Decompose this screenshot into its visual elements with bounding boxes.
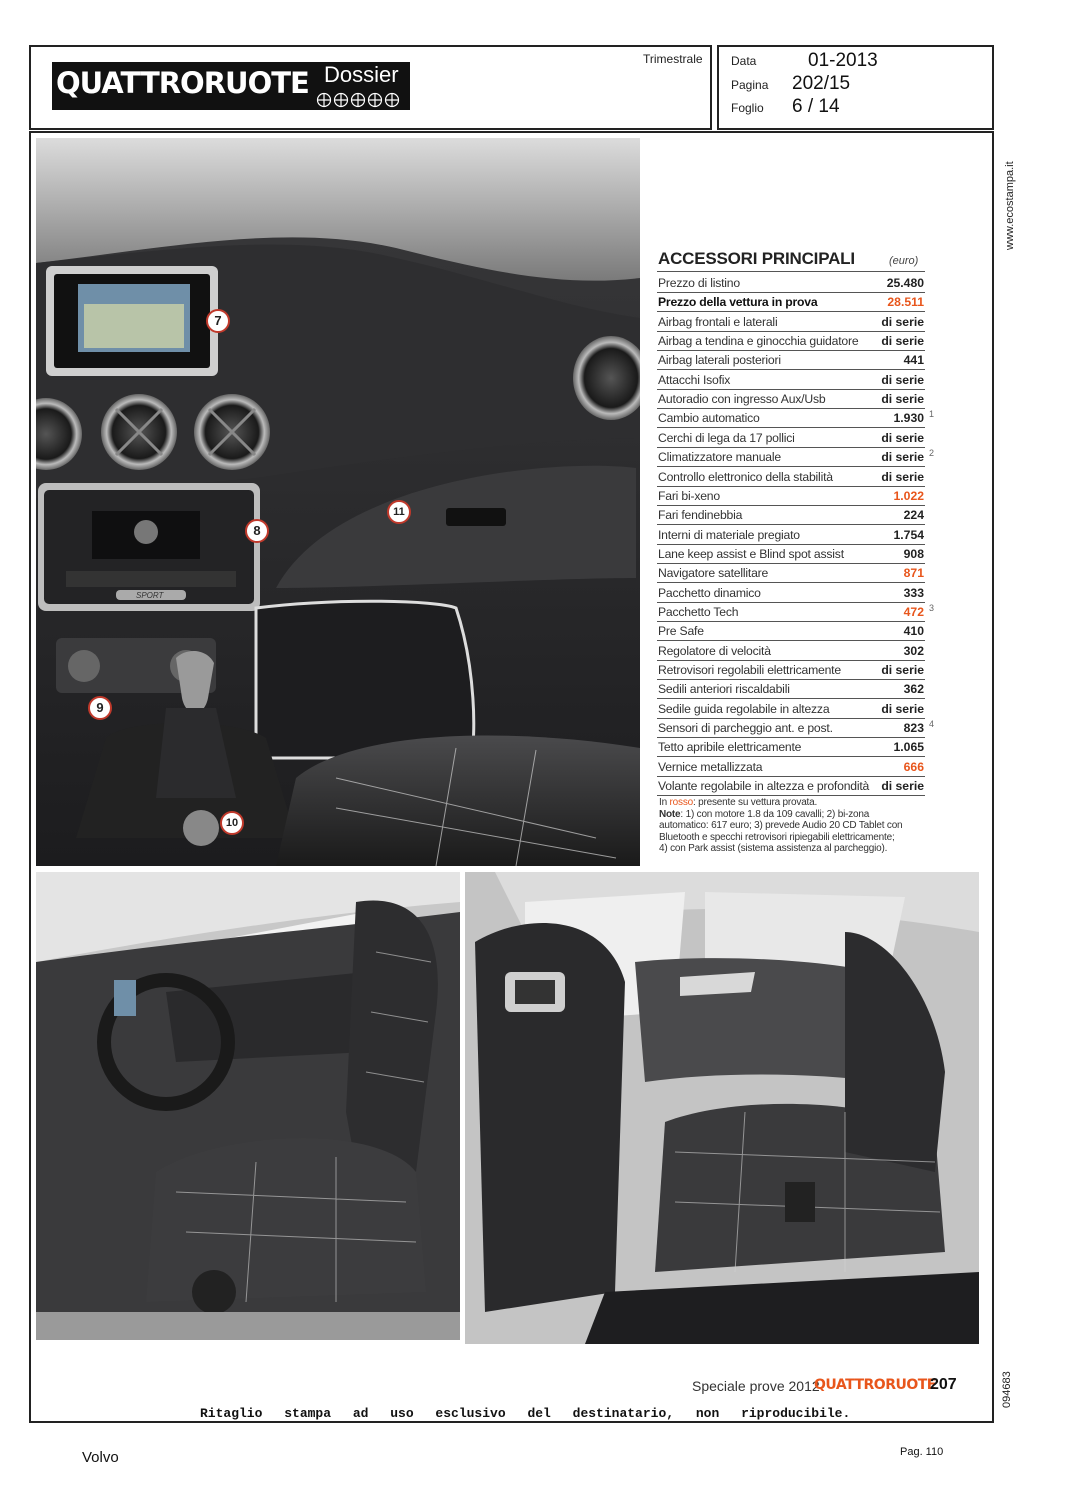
accessory-label: Airbag frontali e laterali	[658, 314, 778, 329]
accessory-price: 871	[903, 566, 924, 581]
accessory-row	[657, 370, 925, 390]
footer-left: Volvo	[82, 1449, 119, 1466]
notes-line-4: 4) con Park assist (sistema assistenza al parcheggio).	[659, 843, 888, 854]
side-code: 094683	[1001, 1371, 1013, 1408]
legend-rest: : presente su vettura provata.	[693, 797, 818, 808]
footer-rule	[29, 1421, 994, 1423]
accessory-row	[657, 544, 925, 564]
accessory-label: Autoradio con ingresso Aux/Usb	[658, 392, 826, 407]
accessory-price: 666	[903, 759, 924, 774]
accessory-price: di serie	[881, 469, 924, 484]
accessory-footnote-ref: 2	[929, 448, 935, 459]
accessory-row	[657, 447, 935, 467]
sport-badge: SPORT	[136, 591, 164, 600]
accessory-row	[657, 312, 925, 332]
pagina-label: Pagina	[731, 78, 769, 92]
accessory-price: 908	[903, 546, 924, 561]
accessory-footnote-ref: 3	[929, 602, 935, 613]
accessory-price: 823	[903, 721, 924, 736]
rear-seats-photo	[465, 872, 979, 1344]
accessory-price: 28.511	[887, 295, 924, 310]
accessory-label: Cambio automatico	[658, 411, 760, 426]
accessory-label: Prezzo di listino	[658, 276, 740, 290]
accessory-label: Prezzo della vettura in prova	[658, 295, 818, 310]
wheels-icon	[314, 92, 404, 108]
accessory-label: Navigatore satellitare	[658, 566, 769, 581]
accessory-row	[657, 737, 925, 757]
accessory-label: Volante regolabile in altezza e profondità	[658, 779, 870, 794]
side-url: www.ecostampa.it	[1004, 161, 1016, 250]
accessory-price: 1.065	[893, 740, 924, 755]
marker-9: 9	[88, 696, 112, 720]
accessory-row	[657, 602, 935, 622]
accessories-title: ACCESSORI PRINCIPALI	[658, 249, 855, 268]
front-seats-photo	[36, 872, 460, 1340]
marker-10: 10	[220, 811, 244, 835]
accessory-price: di serie	[881, 314, 924, 329]
accessory-price: 441	[903, 353, 924, 368]
accessory-price: 224	[903, 508, 924, 523]
accessory-row	[657, 718, 935, 738]
accessory-label: Vernice metallizzata	[658, 759, 763, 774]
accessory-price: di serie	[881, 450, 924, 465]
legend-line	[659, 797, 935, 809]
accessory-row	[657, 505, 925, 525]
accessory-label: Tetto apribile elettricamente	[658, 740, 802, 755]
accessory-price: 1.022	[893, 488, 924, 503]
foglio-value: 6 / 14	[792, 96, 840, 117]
accessory-row	[657, 389, 925, 409]
accessory-price: di serie	[881, 334, 924, 349]
accessory-price: di serie	[881, 392, 924, 407]
accessory-label: Airbag a tendina e ginocchia guidatore	[658, 334, 859, 349]
accessory-row	[657, 776, 925, 796]
accessory-row	[657, 428, 925, 448]
accessory-price: di serie	[881, 663, 924, 677]
notes-text-1: : 1) con motore 1.8 da 109 cavalli; 2) bi-zona	[680, 808, 870, 820]
marker-7: 7	[206, 309, 230, 333]
accessory-label: Sedili anteriori riscaldabili	[658, 682, 790, 697]
accessories-unit: (euro)	[889, 255, 919, 267]
accessory-row	[657, 486, 925, 506]
notes-line-3: Bluetooth e specchi retrovisori ripiegabili elettricamente;	[659, 831, 895, 843]
accessories-notes	[659, 797, 935, 855]
accessory-price: 333	[903, 585, 924, 600]
data-label: Data	[731, 54, 757, 68]
accessories-title-rule	[657, 271, 925, 272]
accessory-price: di serie	[881, 372, 924, 387]
marker-11: 11	[387, 500, 411, 524]
accessory-footnote-ref: 1	[929, 409, 935, 420]
accessory-label: Climatizzatore manuale	[658, 450, 781, 465]
accessory-price: 302	[903, 643, 924, 658]
rear-seats-illustration	[465, 872, 979, 1344]
notes-line-1	[659, 809, 935, 821]
accessory-row	[657, 467, 925, 487]
dashboard-photo	[36, 138, 640, 866]
accessory-label: Regolatore di velocità	[658, 643, 771, 658]
accessory-label: Lane keep assist e Blind spot assist	[658, 546, 844, 561]
accessory-price: 362	[903, 682, 924, 697]
accessory-label: Fari bi-xeno	[658, 488, 720, 503]
legend-red-word: rosso	[669, 797, 693, 808]
banner-brand: QUATTRORUOTE	[814, 1377, 936, 1393]
front-seats-illustration	[36, 872, 460, 1340]
accessory-row	[657, 757, 925, 777]
pagina-value: 202/15	[792, 73, 851, 94]
page-number: 207	[930, 1376, 957, 1393]
speciale-label: Speciale prove 2012	[692, 1378, 820, 1394]
accessory-label: Sensori di parcheggio ant. e post.	[658, 721, 833, 736]
logo-main-text: QUATTRORUOTE	[56, 66, 309, 100]
accessory-price: 25.480	[886, 276, 924, 290]
accessory-label: Fari fendinebbia	[658, 508, 743, 523]
accessory-row	[657, 641, 925, 661]
accessory-label: Cerchi di lega da 17 pollici	[658, 430, 795, 445]
accessory-label: Attacchi Isofix	[658, 372, 731, 387]
accessory-price: 410	[903, 624, 924, 639]
accessory-label: Pre Safe	[658, 624, 704, 639]
accessory-label: Interni di materiale pregiato	[658, 527, 800, 542]
frequency-label: Trimestrale	[643, 52, 703, 66]
accessory-row	[657, 408, 935, 428]
accessory-price: di serie	[881, 779, 924, 794]
accessory-row	[657, 273, 925, 293]
accessory-price: 472	[903, 604, 924, 619]
accessory-footnote-ref: 4	[929, 719, 935, 730]
accessory-price: 1.754	[893, 527, 924, 542]
footer-right: Pag. 110	[900, 1446, 944, 1458]
accessory-row	[657, 350, 925, 370]
accessory-row	[657, 292, 925, 312]
foglio-label: Foglio	[731, 101, 764, 115]
accessory-label: Controllo elettronico della stabilità	[658, 469, 833, 484]
accessory-price: di serie	[881, 701, 924, 716]
dashboard-illustration	[36, 138, 640, 866]
accessory-price: di serie	[881, 430, 924, 445]
accessory-label: Sedile guida regolabile in altezza	[658, 701, 830, 716]
accessory-row	[657, 679, 925, 699]
accessory-price: 1.930	[893, 411, 924, 426]
legend-prefix: In	[659, 797, 670, 808]
accessory-label: Retrovisori regolabili elettricamente	[658, 663, 841, 677]
accessory-label: Airbag laterali posteriori	[658, 353, 781, 368]
marker-8: 8	[245, 519, 269, 543]
logo-dossier-text: Dossier	[324, 62, 399, 87]
accessory-row	[657, 699, 925, 719]
notes-label: Note	[659, 808, 681, 820]
accessory-row	[657, 583, 925, 603]
accessory-row	[657, 331, 925, 351]
accessory-row	[657, 621, 925, 641]
accessory-label: Pacchetto dinamico	[658, 585, 761, 600]
accessory-row	[657, 563, 925, 583]
accessory-label: Pacchetto Tech	[658, 604, 739, 619]
publication-logo	[52, 62, 410, 110]
data-value: 01-2013	[808, 50, 878, 71]
accessory-row	[657, 660, 925, 680]
notes-line-2: automatico: 617 euro; 3) prevede Audio 20 CD Tablet con	[659, 820, 903, 831]
accessory-row	[657, 525, 925, 545]
disclaimer-text: Ritaglio stampa ad uso esclusivo del destinatario, non riproducibile.	[200, 1406, 851, 1421]
